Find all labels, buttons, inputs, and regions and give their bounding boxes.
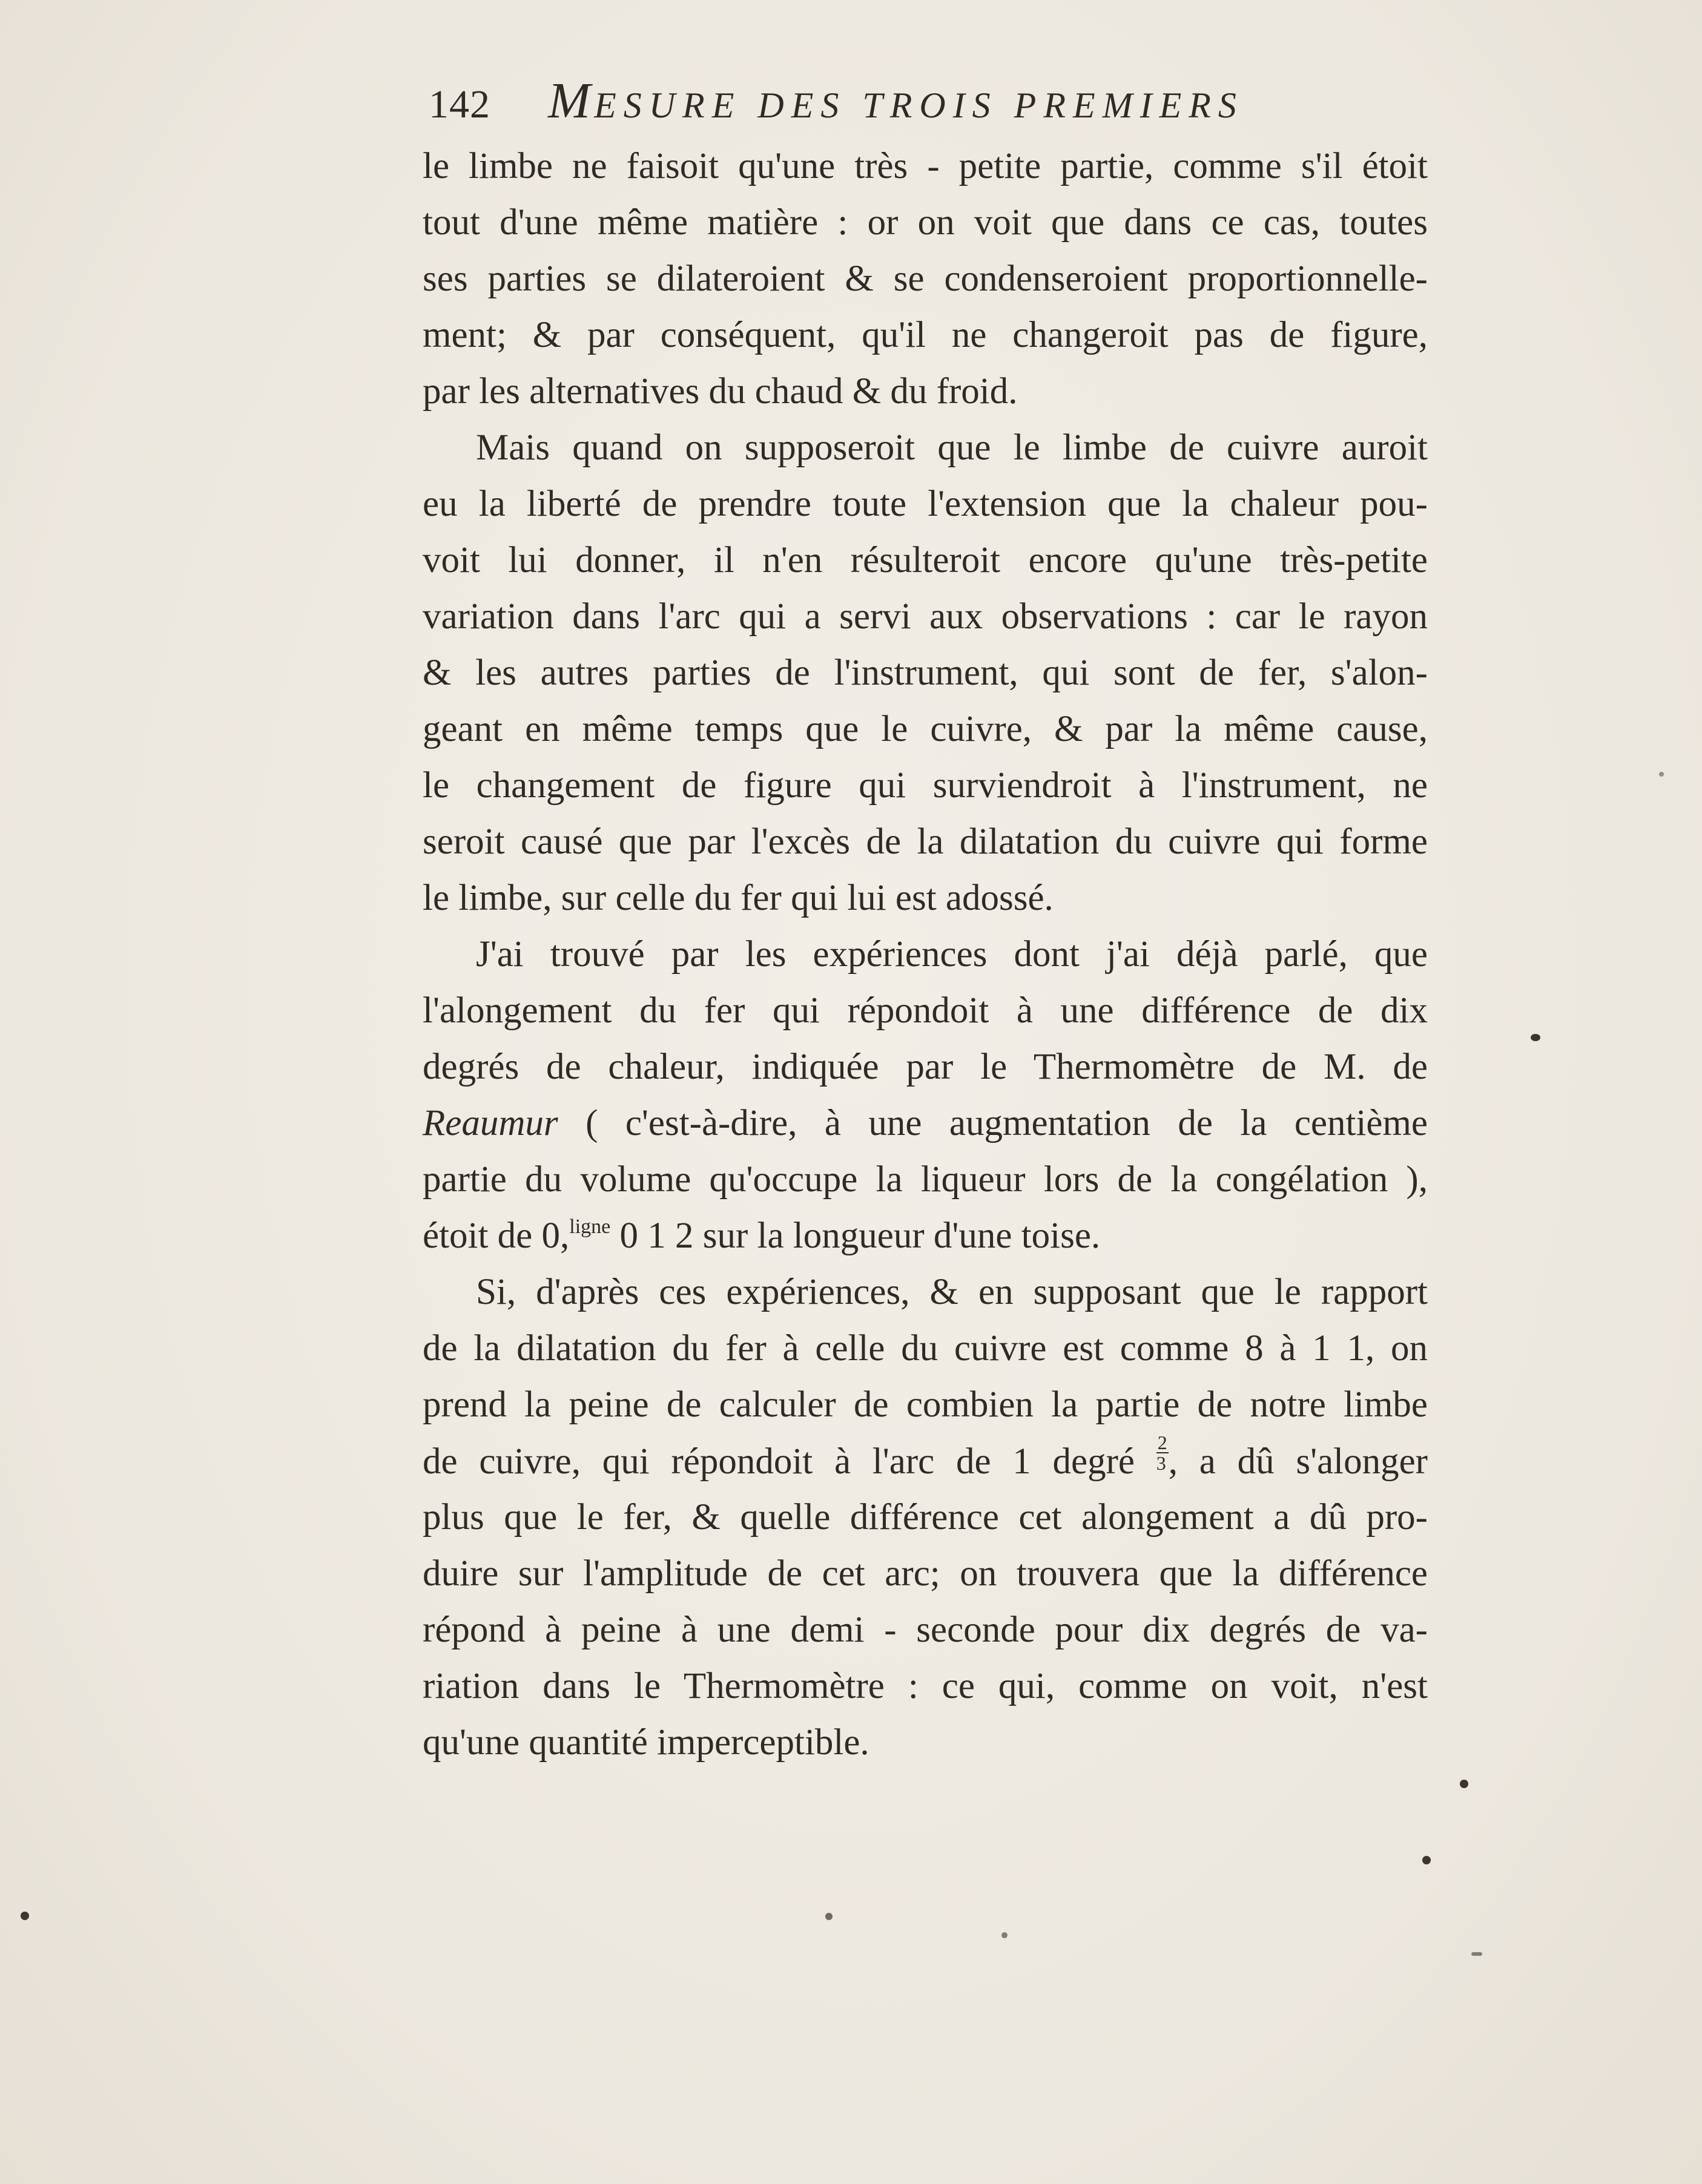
text-line: plus que le fer, & quelle différence cet alongement a dû pro- (423, 1497, 1428, 1538)
text-fragment: étoit de 0, (423, 1215, 570, 1256)
paragraph-1 (423, 138, 1428, 419)
text-fragment: 0 1 2 sur la longueur d'une toise. (610, 1215, 1101, 1256)
unit-superscript: ligne (569, 1215, 611, 1238)
text-line: J'ai trouvé par les expériences dont j'ai déjà parlé, que (476, 934, 1428, 975)
paper-speck (21, 1912, 29, 1920)
fraction-denominator: 3 (1156, 1452, 1166, 1474)
text-line: répond à peine à une demi - seconde pour dix degrés de va- (423, 1610, 1428, 1650)
running-title (548, 71, 1244, 130)
text-line: l'alongement du fer qui répondoit à une différence de dix (423, 990, 1428, 1031)
text-line: Si, d'après ces expériences, & en supposant que le rapport (476, 1272, 1428, 1312)
running-title-initial: M (548, 73, 595, 129)
text-line: seroit causé que par l'excès de la dilatation du cuivre qui forme (423, 821, 1428, 862)
fraction-numerator: 2 (1157, 1432, 1167, 1453)
paper-speck (1001, 1932, 1008, 1938)
text-line: eu la liberté de prendre toute l'extension que la chaleur pou- (423, 484, 1428, 524)
text-line: par les alternatives du chaud & du froid. (423, 371, 1018, 412)
page-header (429, 71, 1434, 138)
text-line: prend la peine de calculer de combien la partie de notre limbe (423, 1384, 1428, 1425)
body-text (423, 138, 1428, 1771)
page-number: 142 (429, 82, 490, 127)
text-fragment: de cuivre, qui répondoit à l'arc de 1 degré (423, 1441, 1156, 1482)
paper-speck (1659, 772, 1664, 777)
text-line: qu'une quantité imperceptible. (423, 1722, 869, 1763)
text-line: Mais quand on supposeroit que le limbe de cuivre auroit (476, 427, 1428, 468)
paper-speck (1531, 1034, 1540, 1041)
paper-speck (1471, 1952, 1482, 1956)
text-line: degrés de chaleur, indiquée par le Thermomètre de M. de (423, 1047, 1428, 1087)
text-line: tout d'une même matière : or on voit que dans ce cas, toutes (423, 202, 1428, 243)
text-line-fraction (423, 1433, 1428, 1489)
paper-speck (1422, 1856, 1431, 1864)
text-line: & les autres parties de l'instrument, qui sont de fer, s'alon- (423, 653, 1428, 693)
text-line-measure (423, 1208, 1428, 1264)
paragraph-3 (423, 926, 1428, 1264)
name-reaumur: Reaumur (423, 1103, 558, 1143)
text-line: le limbe, sur celle du fer qui lui est adossé. (423, 878, 1054, 918)
text-fragment: ( c'est-à-dire, à une augmentation de la centième (558, 1103, 1428, 1143)
text-line: variation dans l'arc qui a servi aux observations : car le rayon (423, 596, 1428, 637)
text-line: le changement de figure qui surviendroit à l'instrument, ne (423, 765, 1428, 806)
text-fragment: , a dû s'alonger (1168, 1441, 1428, 1482)
text-line: partie du volume qu'occupe la liqueur lors de la congélation ), (423, 1159, 1428, 1200)
text-line: riation dans le Thermomètre : ce qui, comme on voit, n'est (423, 1666, 1428, 1706)
text-line: le limbe ne faisoit qu'une très - petite partie, comme s'il étoit (423, 146, 1428, 186)
paragraph-4 (423, 1264, 1428, 1771)
text-line: ses parties se dilateroient & se condenseroient proportionnelle- (423, 258, 1428, 299)
paper-speck (825, 1913, 833, 1920)
text-line: de la dilatation du fer à celle du cuivre est comme 8 à 1 1, on (423, 1328, 1428, 1369)
text-line: voit lui donner, il n'en résulteroit encore qu'une très-petite (423, 540, 1428, 581)
paper-speck (1460, 1780, 1468, 1788)
paragraph-2 (423, 419, 1428, 926)
text-line: duire sur l'amplitude de cet arc; on trouvera que la différence (423, 1553, 1428, 1594)
text-line: geant en même temps que le cuivre, & par la même cause, (423, 709, 1428, 749)
fraction (1156, 1433, 1169, 1473)
text-line-reaumur (423, 1095, 1428, 1151)
text-line: ment; & par conséquent, qu'il ne changeroit pas de figure, (423, 315, 1428, 355)
running-title-text: ESURE DES TROIS PREMIERS (594, 85, 1244, 125)
